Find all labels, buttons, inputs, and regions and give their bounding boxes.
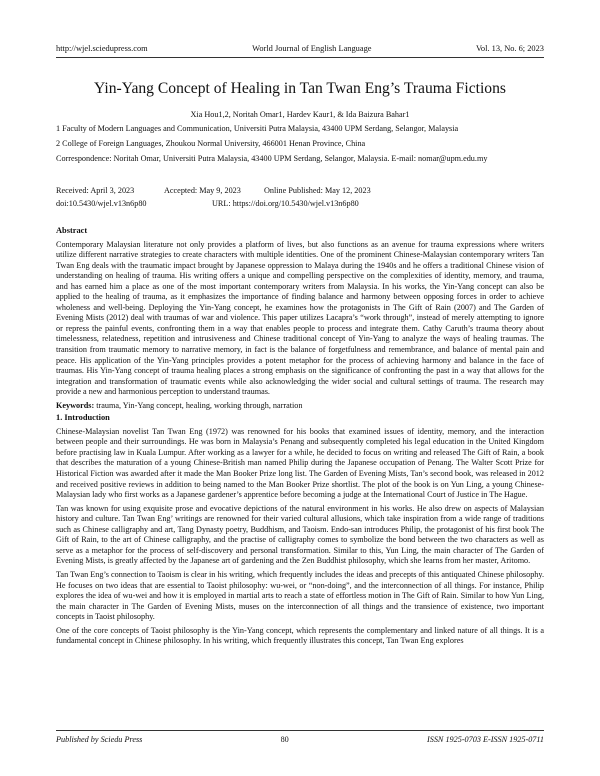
running-header <box>56 44 544 53</box>
affiliation-2: 2 College of Foreign Languages, Zhoukou Normal University, 466001 Henan Province, China <box>56 139 366 148</box>
header-rule <box>56 57 544 58</box>
publisher: Published by Sciedu Press <box>56 735 143 744</box>
affiliation-1: 1 Faculty of Modern Languages and Communication, Universiti Putra Malaysia, 43400 UPM Serdang, Selangor, Malaysia <box>56 124 459 133</box>
introduction-heading: 1. Introduction <box>56 413 110 423</box>
author-list: Xia Hou1,2, Noritah Omar1, Hardev Kaur1, & Ida Baizura Bahar1 <box>190 110 410 119</box>
doi-text[interactable]: doi:10.5430/wjel.v13n6p80 <box>56 199 147 208</box>
abstract-heading: Abstract <box>56 226 88 235</box>
paper-title: Yin-Yang Concept of Healing in Tan Twan Eng’s Trauma Fictions <box>94 80 506 97</box>
page-footer <box>56 735 544 744</box>
keywords-label: Keywords: <box>56 400 95 410</box>
intro-paragraph-2: Tan was known for using exquisite prose and evocative depictions of the natural environment in his works. He also drew on aspects of Malaysian history and culture. Tan Twan Eng’ writings are renowned for their varied cultural allusions, which take inspiration from a wide range of traditions such as Chinese calligraphy and art, Tang Dynasty poetry, Buddhism, and Taoism. Endo-san introduces Philip, the protagonist of his first book The Gift of Rain, to the art of Chinese calligraphy, and the practise of calligraphy comes to symbolize the bond between the two characters as well as serve as a metaphor for the process of self-discovery and personal transformation. Similar to this, Yun Ling, the main character of The Garden of Evening Mists, is greatly affected by the Japanese art of gardening and the Zen Buddhist philosophy, which she learns from her master, Aritomo. <box>56 503 544 566</box>
abstract-text: Contemporary Malaysian literature not only provides a platform of lives, but also functions as an avenue for trauma expressions where writers utilize different narrative strategies to create characters with multiple identities. One of the prominent Chinese-Malaysian contemporary writers Tan Twan Eng deals with the traumatic impact brought by Japanese oppression to Malaya during the 1940s and he offers a traditional Chinese vision of understanding on healing of trauma. His writing offers a unique and compelling perspective on the complexities of identity, memory, and trauma, and has earned him a place as one of the most important contemporary writers from Malaysia. In his works, the Yin-Yang concept can also be applied to the healing of trauma, as it emphasizes the importance of finding balance and harmony between opposing forces in order to achieve wholeness and well-being. Deploying the Yin-Yang concept, he examines how the protagonists in The Gift of Rain (2007) and The Garden of Evening Mists (2012) deal with traumas of war and violence. This paper utilizes Lacapra’s “work through”, instead of merely attempting to ignore or repress the painful events, confronting them in a way that enables people to process and integrate them. Cathy Caruth’s trauma theory about timelessness, relatedness, repetition and intrusiveness and Chinese traditional concept of Yin-Yang to analyze the ways of healing traumas. The transition from traumatic memory to narrative memory, in fact is the balance of forgetfulness and remembrance, and balance of mental pain and peace. His application of the Yin-Yang principles provides a potent metaphor for the process of achieving harmony and balance in the face of traumas. His Yin-Yang concept of trauma healing places a strong emphasis on the significance of confronting the past in a way that allows for the integration and transformation of traumatic events while also acknowledging the wider social and cultural settings of trauma. The research may provide a new and harmonious perception to understand traumas. <box>56 239 544 397</box>
received-date: Received: April 3, 2023 <box>56 186 135 195</box>
published-date: Online Published: May 12, 2023 <box>264 186 371 195</box>
correspondence: Correspondence: Noritah Omar, Universiti Putra Malaysia, 43400 UPM Serdang, Selangor, Malaysia. E-mail: nomar@upm.edu.my <box>56 154 488 163</box>
issn: ISSN 1925-0703 E-ISSN 1925-0711 <box>427 735 544 744</box>
journal-url[interactable]: http://wjel.sciedupress.com <box>56 44 148 53</box>
volume-info: Vol. 13, No. 6; 2023 <box>475 44 544 53</box>
accepted-date: Accepted: May 9, 2023 <box>164 186 241 195</box>
intro-paragraph-1: Chinese-Malaysian novelist Tan Twan Eng (1972) was renowned for his books that examined issues of identity, memory, and the interaction between people and their surroundings. He was born in Malaysia’s Penang and subsequently completed his legal education in the United Kingdom before practising law in Kuala Lumpur. After working as a lawyer for a while, he decided to focus on writing and released The Gift of Rain, a book that describes the maturation of a young Chinese-British man named Philip during the Japanese occupation of Penang. The Walter Scott Prize for Historical Fiction was awarded after it made the Man Booker Prize long list. The Garden of Evening Mists, Tan’s second book, was released in 2012 and received positive reviews in addition to being named to the Man Booker Prize shortlist. The plot of the book is on Yun Ling, a young Chinese-Malaysian lady who first works as a Japanese gardener’s apprentice before becoming a judge at the International Court of Justice in The Hague. <box>56 426 544 500</box>
footer-rule <box>56 730 544 731</box>
abstract-section <box>56 226 544 647</box>
keywords <box>56 401 544 412</box>
doi-url[interactable]: URL: https://doi.org/10.5430/wjel.v13n6p80 <box>212 199 359 208</box>
intro-paragraph-4: One of the core concepts of Taoist philosophy is the Yin-Yang concept, which represents the complementary and linked nature of all things. It is a fundamental concept in Chinese philosophy. In his writing, which frequently illustrates this concept, Tan Twan Eng explores <box>56 625 544 646</box>
publication-dates <box>56 184 544 210</box>
journal-name: World Journal of English Language <box>252 44 372 53</box>
keywords-text: trauma, Yin-Yang concept, healing, working through, narration <box>96 400 303 410</box>
intro-paragraph-3: Tan Twan Eng’s connection to Taoism is clear in his writing, which frequently includes the ideas and precepts of this antiquated Chinese philosophy. He focuses on two ideas that are essential to Taoist philosophy: wu-wei, or “non-doing”, and the interconnection of all things. For instance, Philip explores the idea of wu-wei and how it is employed in martial arts to reach a state of effortless motion in The Gift of Rain. Similar to how Yun Ling, the main character in The Garden of Evening Mists, muses on the interconnection of all things and the transience of existence, two important concepts in Taoist philosophy. <box>56 569 544 622</box>
page-number: 80 <box>280 735 289 744</box>
